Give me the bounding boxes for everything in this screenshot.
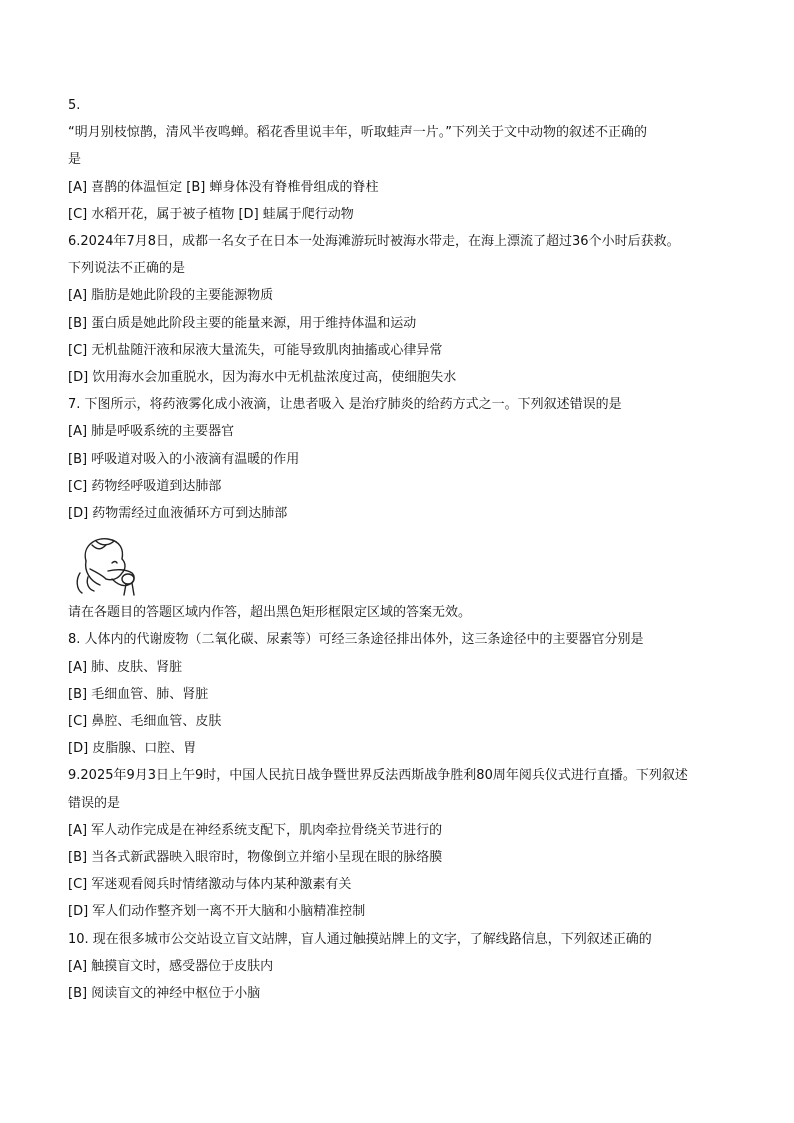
q9-option-c: [C] 军迷观看阅兵时情绪激动与体内某种激素有关 [68,877,352,893]
q8-option-a: [A] 肺、皮肤、肾脏 [68,659,183,675]
q6-stem-line1: 6.2024年7月8日，成都一名女子在日本一处海滩游玩时被海水带走，在海上漂流了超过36个小时后获救。 [68,234,680,250]
q5-stem-line1: “明月别枝惊鹊，清风半夜鸣蝉。稻花香里说丰年，听取蛙声一片。”下列关于文中动物的叙述不正确的 [68,125,647,141]
nebulizer-patient-illustration-icon [72,533,144,597]
q9-option-d: [D] 军人们动作整齐划一离不开大脑和小脑精准控制 [68,904,366,920]
q9-stem-line2: 错误的是 [68,795,121,811]
q7-option-c: [C] 药物经呼吸道到达肺部 [68,478,222,494]
q10-option-b: [B] 阅读盲文的神经中枢位于小脑 [68,986,261,1002]
q5-number: 5. [68,98,81,113]
q9-option-b: [B] 当各式新武器映入眼帘时，物像倒立并缩小呈现在眼的脉络膜 [68,850,443,866]
q10-stem: 10. 现在很多城市公交站设立盲文站牌，盲人通过触摸站牌上的文字，了解线路信息，下列叙述正确的 [68,931,652,947]
q8-stem: 8. 人体内的代谢废物（二氧化碳、尿素等）可经三条途径排出体外，这三条途径中的主要器官分别是 [68,632,644,648]
q6-option-c: [C] 无机盐随汗液和尿液大量流失，可能导致肌肉抽搐或心律异常 [68,342,443,358]
q6-option-b: [B] 蛋白质是她此阶段主要的能量来源，用于维持体温和运动 [68,315,417,331]
q6-option-d: [D] 饮用海水会加重脱水，因为海水中无机盐浓度过高，使细胞失水 [68,370,457,386]
q5-options-line2: [C] 水稻开花，属于被子植物 [D] 蛙属于爬行动物 [68,206,354,222]
q5-stem-line2: 是 [68,152,82,168]
q6-stem-line2: 下列说法不正确的是 [68,261,186,277]
exam-page [68,92,728,1007]
q8-option-c: [C] 鼻腔、毛细血管、皮肤 [68,714,222,730]
q8-option-b: [B] 毛细血管、肺、肾脏 [68,686,209,702]
q8-option-d: [D] 皮脂腺、口腔、胃 [68,741,197,757]
answer-area-notice: 请在各题目的答题区域内作答，超出黑色矩形框限定区域的答案无效。 [68,605,472,621]
q6-option-a: [A] 脂肪是她此阶段的主要能源物质 [68,288,274,304]
q7-option-d: [D] 药物需经过血液循环方可到达肺部 [68,506,288,522]
q7-stem: 7. 下图所示，将药液雾化成小液滴，让患者吸入 是治疗肺炎的给药方式之一。下列叙述错误的是 [68,397,622,413]
q10-option-a: [A] 触摸盲文时，感受器位于皮肤内 [68,958,274,974]
q5-options-line1: [A] 喜鹊的体温恒定 [B] 蝉身体没有脊椎骨组成的脊柱 [68,179,379,195]
q9-option-a: [A] 军人动作完成是在神经系统支配下，肌肉牵拉骨绕关节进行的 [68,822,443,838]
q7-option-a: [A] 肺是呼吸系统的主要器官 [68,424,235,440]
q9-stem-line1: 9.2025年9月3日上午9时，中国人民抗日战争暨世界反法西斯战争胜利80周年阅兵仪式进行直播。下列叙述 [68,768,688,784]
q7-option-b: [B] 呼吸道对吸入的小液滴有温暖的作用 [68,451,300,467]
